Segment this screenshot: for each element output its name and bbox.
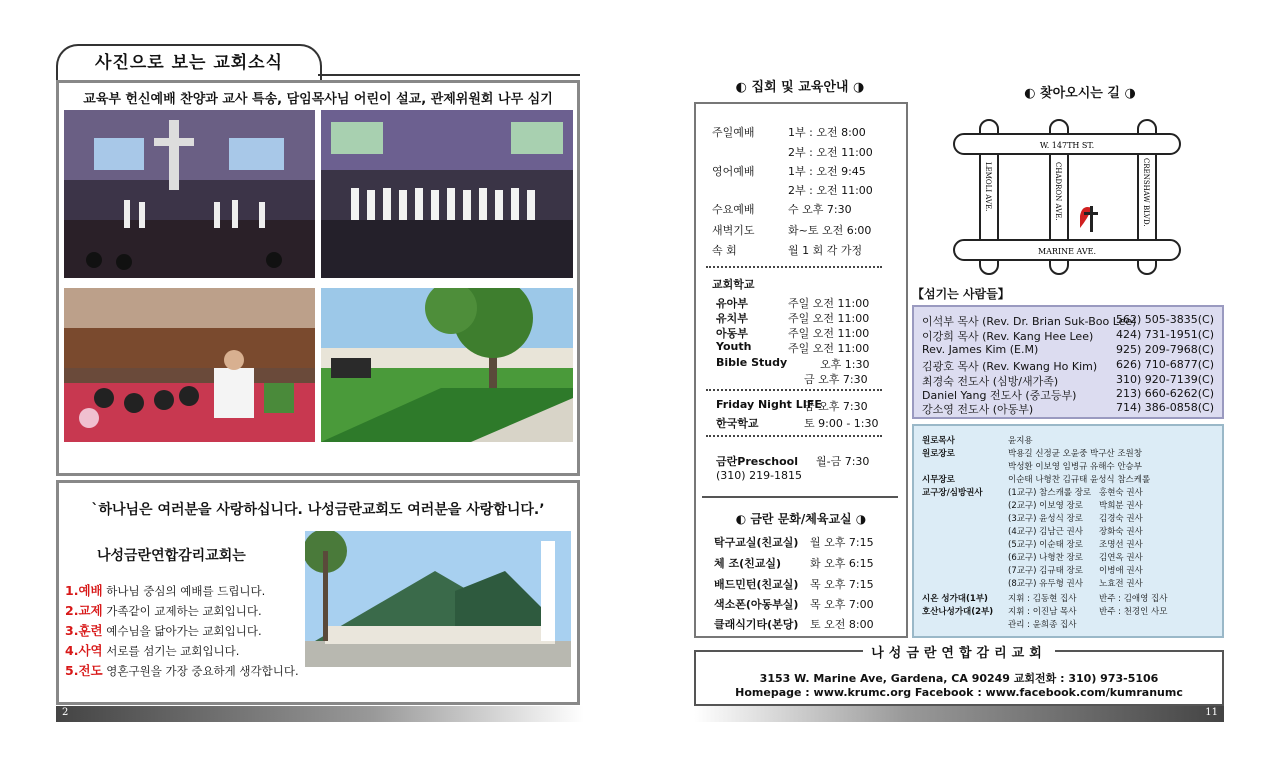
elder-value: 반주 : 김애영 집사 [1099,594,1168,604]
culture-name: 체 조(친교실) [714,557,782,570]
culture-time: 목 오후 7:00 [810,598,874,611]
photo-caption: 교육부 헌신예배 찬양과 교사 특송, 담임목사님 어린이 설교, 관제위원회 나무 심기 [83,92,553,107]
dotted-divider [706,435,882,437]
mission-box [56,480,580,705]
people-title: 【섬기는 사람들】 [912,287,1010,301]
dotted-divider [706,266,882,268]
photo-church-building [305,531,571,667]
worship-name: 수요예배 [712,203,755,216]
elder-value: 홍현숙 권사 [1099,488,1143,498]
friday-name: Friday Night LIFE [716,398,822,411]
photo-teachers-choir-image [321,110,573,278]
school-name: Bible Study [716,356,788,369]
photo-worship-stage [64,110,315,278]
map-title: ◐ 찾아오시는 길 ◑ [1024,86,1136,101]
elder-value: 윤지용 [1008,436,1033,446]
staff-name: 이강희 목사 (Rev. Kang Hee Lee) [922,330,1094,343]
worship-time: 2부 : 오전 11:00 [788,184,873,197]
staff-name: 최경숙 전도사 (심방/새가족) [922,375,1059,388]
street-label-147th: W. 147TH ST. [1039,141,1095,150]
worship-name: 주일예배 [712,126,755,139]
left-footer-bar [56,706,584,722]
mission-item: 4.사역 서로를 섬기는 교회입니다. [65,643,240,658]
staff-phone: 424) 731-1951(C) [1115,328,1214,341]
school-time: 금 오후 7:30 [804,373,868,386]
elder-value: (7교구) 김규태 장로 [1008,566,1083,576]
photo-church-building-image [305,531,571,667]
photo-tree-planting-image [321,288,573,442]
photo-news-box [56,80,580,476]
elder-value: (5교구) 이순태 장로 [1008,540,1083,550]
school-title: 교회학교 [712,278,755,291]
culture-name: 배드민턴(친교실) [714,578,799,591]
staff-phone: 310) 920-7139(C) [1115,373,1214,386]
mission-list [65,581,299,681]
elder-value: 반주 : 천경인 사모 [1099,607,1168,617]
staff-phone: 213) 660-6262(C) [1115,387,1214,400]
school-time: 주일 오전 11:00 [788,297,870,310]
culture-title: ◐ 금란 문화/체육교실 ◑ [735,512,867,526]
street-label-marine: MARINE AVE. [1037,247,1097,256]
preschool-name: 금란Preschool [716,455,798,468]
culture-time: 토 오전 8:00 [810,618,874,631]
elder-value: 박용길 신정균 오윤중 박구산 조원창 [1008,449,1142,459]
school-name: Youth [716,340,752,353]
elder-value: 노효전 권사 [1099,579,1143,589]
page-number-left: 2 [62,707,69,718]
elder-value: 지휘 : 이진남 목사 [1008,607,1077,617]
elder-value: (2교구) 이보영 장로 [1008,501,1083,511]
school-time: 주일 오전 11:00 [788,342,870,355]
culture-name: 탁구교실(친교실) [714,536,799,549]
church-address: 3153 W. Marine Ave, Gardena, CA 90249 교회전화 : 310) 973-5106 [759,672,1159,685]
worship-name: 새벽기도 [712,224,755,237]
worship-time: 수 오후 7:30 [788,203,852,216]
elder-value: 지휘 : 김동현 집사 [1008,594,1077,604]
church-info-box [694,646,1224,706]
mission-item: 3.훈련 예수님을 닮아가는 교회입니다. [65,623,262,638]
mission-title: 나성금란연합감리교회는 [97,548,246,564]
photo-tree-planting [321,288,573,442]
elder-value: (3교구) 윤성식 장로 [1008,514,1083,524]
elder-value: 조명선 권사 [1099,540,1143,550]
worship-time: 월 1 회 각 가정 [788,244,863,257]
staff-name: Rev. James Kim (E.M) [922,343,1039,356]
staff-name: 강소영 전도사 (아동부) [922,403,1034,416]
elder-label: 시온 성가대(1부) [922,594,988,604]
friday-name: 한국학교 [716,417,759,430]
culture-divider [702,496,898,498]
schedule-title: ◐ 집회 및 교육안내 ◑ [735,80,865,95]
culture-name: 클래식기타(본당) [714,618,799,631]
worship-name: 속 회 [712,244,737,257]
staff-box [912,305,1224,419]
elder-value: 박성환 이보영 임병규 유해수 안승부 [1008,462,1142,472]
elders-box [912,424,1224,638]
motto: `하나님은 여러분을 사랑하십니다. 나성금란교회도 여러분을 사랑합니다.’ [91,502,545,518]
staff-name: 김광호 목사 (Rev. Kwang Ho Kim) [922,360,1098,373]
mission-item: 2.교제 가족같이 교제하는 교회입니다. [65,603,262,618]
elder-value: 이순태 나형찬 김규태 윤성식 참스케롤 [1008,475,1151,485]
elder-value: (8교구) 유두형 권사 [1008,579,1083,589]
elder-value: (6교구) 나형찬 장로 [1008,553,1083,563]
directions-map [952,118,1182,278]
worship-time: 2부 : 오전 11:00 [788,146,873,159]
elder-label: 호산나성가대(2부) [922,607,994,617]
worship-time: 1부 : 오전 8:00 [788,126,866,139]
photo-teachers-choir [321,110,573,278]
dotted-divider [706,389,882,391]
friday-time: 토 9:00 - 1:30 [804,417,879,430]
photo-childrens-sermon [64,288,315,442]
preschool-phone: (310) 219-1815 [716,469,803,482]
elder-label: 교구장/심방권사 [922,488,983,498]
street-label-crenshaw: CRENSHAW BLVD. [1142,158,1150,227]
section-title: 사진으로 보는 교회소식 [56,44,322,80]
staff-name: Daniel Yang 전도사 (중고등부) [922,389,1077,402]
elder-value: (4교구) 김남근 권사 [1008,527,1083,537]
culture-name: 색소폰(아동부실) [714,598,799,611]
culture-time: 월 오후 7:15 [810,536,874,549]
preschool-time: 월-금 7:30 [816,455,870,468]
elder-label: 시무장로 [922,475,955,485]
elder-label: 원로목사 [922,436,955,446]
title-rule [318,74,580,76]
elder-value: 이병애 권사 [1099,566,1143,576]
school-name: 아동부 [716,327,748,340]
elder-label: 원로장로 [922,449,955,459]
elder-value: 장화숙 권사 [1099,527,1143,537]
photo-childrens-sermon-image [64,288,315,442]
culture-time: 목 오후 7:15 [810,578,874,591]
worship-time: 1부 : 오전 9:45 [788,165,866,178]
right-footer-bar [694,706,1224,722]
staff-phone: 626) 710-6877(C) [1115,358,1214,371]
elder-value: 김경숙 권사 [1099,514,1143,524]
staff-name: 이석부 목사 (Rev. Dr. Brian Suk-Boo Lee) [922,315,1137,328]
mission-item: 5.전도 영혼구원을 가장 중요하게 생각합니다. [65,663,299,678]
schedule-box [694,102,908,638]
street-label-chadron: CHADRON AVE. [1054,162,1062,221]
elder-value: (1교구) 참스캐롤 장로 [1008,488,1092,498]
school-time: 주일 오전 11:00 [788,327,870,340]
staff-phone: 562) 505-3835(C) [1115,313,1214,326]
mission-item: 1.예배 하나님 중심의 예배를 드립니다. [65,583,266,598]
school-time: 주일 오전 11:00 [788,312,870,325]
church-web: Homepage : www.krumc.org Facebook : www.facebook.com/kumranumc [735,686,1183,699]
worship-time: 화~토 오전 6:00 [788,224,872,237]
page-number-right: 11 [1205,707,1218,718]
friday-time: 금 오후 7:30 [804,400,868,413]
methodist-cross-icon [1080,206,1098,232]
photo-worship-stage-image [64,110,315,278]
street-label-lemoli: LEMOLI AVE. [984,162,992,212]
elder-value: 박희분 권사 [1099,501,1143,511]
school-time: 오후 1:30 [820,358,870,371]
street-map [952,118,1182,278]
staff-phone: 925) 209-7968(C) [1115,343,1214,356]
school-name: 유아부 [716,297,748,310]
worship-name: 영어예배 [712,165,755,178]
culture-time: 화 오후 6:15 [810,557,874,570]
school-name: 유치부 [716,312,748,325]
elder-value: 김연옥 권사 [1099,553,1143,563]
staff-phone: 714) 386-0858(C) [1115,401,1214,414]
elder-value: 관리 : 윤희종 집사 [1008,620,1077,630]
church-name: 나성금란연합감리교회 [696,642,1222,661]
